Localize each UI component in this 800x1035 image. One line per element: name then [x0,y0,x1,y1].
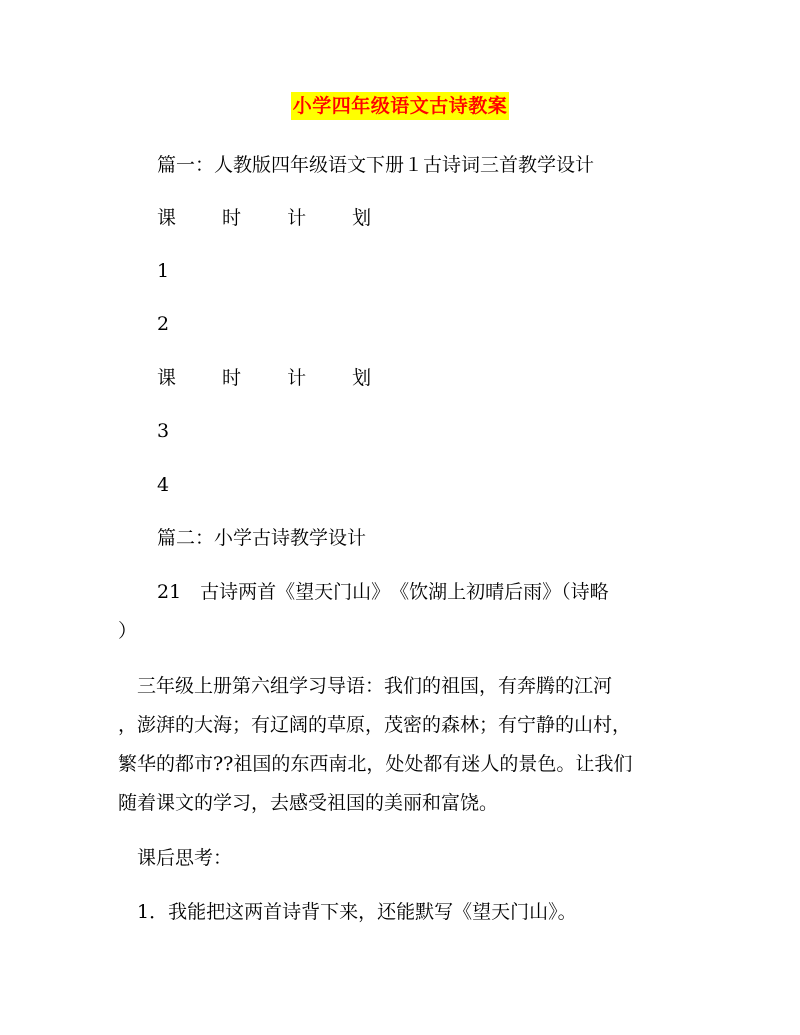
number-1: 1 [157,260,170,282]
lesson-line-b: ） [118,620,138,642]
intro-line-4: 随着课文的学习，去感受祖国的美丽和富饶。 [118,792,499,814]
class-plan-label-1: 课 时 计 划 [157,207,392,229]
number-4: 4 [157,474,170,496]
question-1: 1．我能把这两首诗背下来，还能默写《望天门山》。 [118,901,577,923]
document-title: 小学四年级语文古诗教案 [291,92,510,120]
number-2: 2 [157,313,170,335]
lesson-line-a: 21 古诗两首《望天门山》 《饮湖上初晴后雨》（诗略 [157,581,609,603]
class-plan-label-2: 课 时 计 划 [157,367,392,389]
intro-line-1: 三年级上册第六组学习导语：我们的祖国，有奔腾的江河 [118,675,613,697]
intro-line-2: ，澎湃的大海；有辽阔的草原，茂密的森林；有宁静的山村， [118,714,632,736]
intro-line-3: 繁华的都市??祖国的东西南北，处处都有迷人的景色。让我们 [118,753,633,775]
number-3: 3 [157,420,170,442]
section1-heading: 篇一：人教版四年级语文下册１古诗词三首教学设计 [157,154,595,176]
document-title-wrapper [0,92,800,120]
after-class-heading: 课后思考： [118,847,233,869]
section2-heading: 篇二：小学古诗教学设计 [157,527,367,549]
